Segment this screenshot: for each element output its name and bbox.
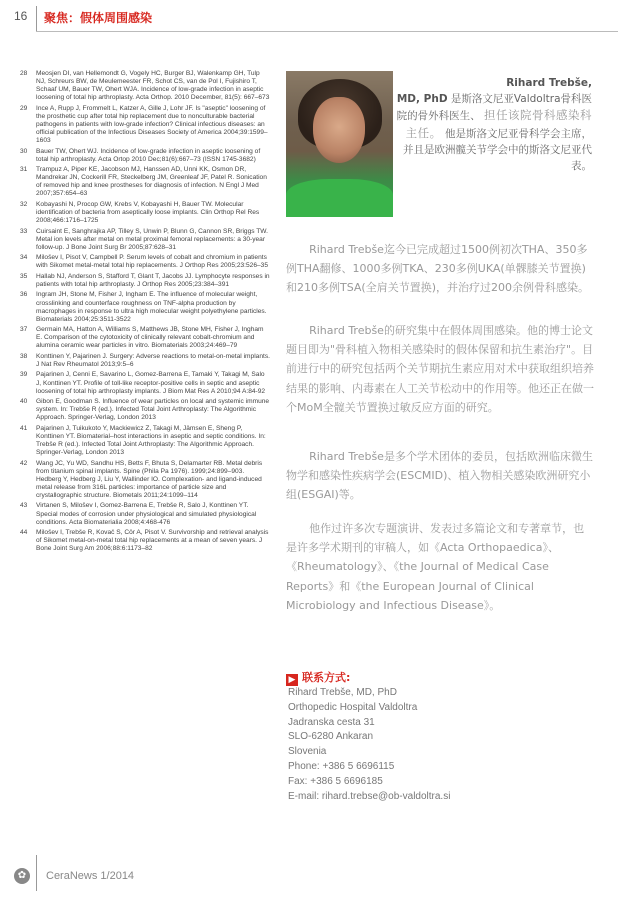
- footer-publication: CeraNews 1/2014: [46, 870, 135, 882]
- bio-paragraph-surgeries: Rihard Trebše迄今已完成超过1500例初次THA、350多例THA翻修、1000多例TKA、230多例UKA(单髁膝关节置换)和210多例TSA(全肩关节置换)，并治疗过200余例骨科感染。: [286, 243, 590, 295]
- section-title: 聚焦：假体周围感染: [44, 11, 153, 25]
- reference-item: [20, 70, 270, 102]
- reference-item: [20, 201, 270, 225]
- reference-item: [20, 460, 270, 500]
- arrow-right-icon: ▶: [286, 674, 298, 686]
- reference-number: 33: [20, 227, 28, 235]
- reference-number: 38: [20, 352, 28, 360]
- author-role: 担任该院骨科感染科主任。: [405, 108, 592, 140]
- header-rule: [36, 31, 618, 32]
- reference-item: [20, 148, 270, 164]
- author-intro-text: 是斯洛文尼亚Valdoltra骨科医院的骨外科医生、: [396, 93, 592, 123]
- reference-text: Meosjen DI, van Hellemondt G, Vogely HC, Burger BJ, Walenkamp GH, Tulp NJ, Schreurs BW, de Meulemeester FR, Schot CS, van de Pol I, Fujishiro T, Schaaf UM, Bauer TW, Ohert WJA. Incidence of low-grade infection in aseptic loosening of total hip arthroplasty. Acta Orthop. 2010 December, 81(5): 667–673: [36, 70, 270, 102]
- contact-phone: Phone: +386 5 6696115: [288, 760, 395, 772]
- reference-list: [20, 70, 270, 556]
- reference-item: [20, 254, 270, 270]
- contact-heading-text: 联系方式:: [302, 671, 351, 684]
- contact-details: [288, 686, 588, 804]
- reference-number: 35: [20, 272, 28, 280]
- reference-text: Virtanen S, Milošev I, Gomez-Barrena E, Trebše R, Salo J, Konttinen YT. Special modes of corrosion under physiological and simulated physiological conditions. Acta Biomaterialia 2008;4:468-476: [36, 502, 257, 526]
- reference-text: Hallab NJ, Anderson S, Stafford T, Glant T, Jacobs JJ. Lymphocyte responses in patients with total hip arthroplasty. J Orthop Res 2005;23:384–391: [36, 272, 270, 288]
- reference-item: [20, 291, 270, 323]
- reference-number: 37: [20, 326, 28, 334]
- reference-item: [20, 529, 270, 553]
- reference-number: 28: [20, 70, 28, 77]
- reference-item: [20, 105, 270, 145]
- bio-paragraph-societies: Rihard Trebše是多个学术团体的委员，包括欧洲临床微生物学和感染性疾病学会(ESCMID)、植入物相关感染欧洲研究小组(ESGAI)等。: [286, 450, 593, 502]
- contact-hospital: Orthopedic Hospital Valdoltra: [288, 701, 418, 713]
- reference-number: 43: [20, 502, 28, 510]
- contact-heading: [286, 669, 350, 686]
- reference-text: Germain MA, Hatton A, Williams S, Matthews JB, Stone MH, Fisher J, Ingham E. Comparison of the cytotoxicity of clinically relevant cobalt-chromium and alumina ceramic wear particles in vitro. Biomaterials 2003;24:469–79: [36, 326, 264, 350]
- author-intro-text-2: 他是斯洛文尼亚骨科学会主席，并且是欧洲髋关节学会中的斯洛文尼亚代表。: [403, 127, 592, 173]
- reference-number: 29: [20, 104, 28, 112]
- reference-number: 41: [20, 424, 28, 432]
- reference-text: Gibon E, Goodman S. Influence of wear particles on local and systemic immune system. In: Trebše R (ed.). Infected Total Joint Arthroplasty: The Algorithmic Approach. Springer-Verlag, London 2013: [36, 398, 270, 422]
- author-name: Rihard Trebše,: [506, 77, 592, 89]
- reference-number: 31: [20, 166, 28, 174]
- reference-text: Bauer TW, Ohert WJ. Incidence of low-grade infection in aseptic loosening of total hip arthroplasty. Acta Ortop 2010 Dec;81(6):667–73 (ISSN 1745-3682): [36, 147, 261, 163]
- reference-number: 40: [20, 398, 28, 406]
- reference-number: 34: [20, 254, 28, 262]
- contact-street: Jadranska cesta 31: [288, 716, 375, 728]
- author-intro: [396, 75, 592, 174]
- photo-face: [313, 97, 365, 163]
- reference-text: Kobayashi N, Procop GW, Krebs V, Kobayashi H, Bauer TW. Molecular identification of bacteria from aseptically loose implants. Clin Orthop Rel Res 2008;466:1716–1725: [36, 200, 260, 225]
- reference-text: Milošev I, Pisot V, Campbell P. Serum levels of cobalt and chromium in patients with Sikomet metal-metal total hip replacements. J Orthop Res 2005;23:526–35: [36, 254, 269, 270]
- reference-number: 42: [20, 459, 28, 467]
- reference-text: Trampuz A, Piper KE, Jacobson MJ, Hanssen AD, Unni KK, Osmon DR, Mandrekar JN, Cockerill FR, Steckelberg JM, Greenleaf JF, Patel R. Sonication of removed hip and knee prostheses for diagnosis of infection. N Engl J Med 2007;357:654–63: [36, 166, 267, 198]
- reference-text: Konttinen Y, Pajarinen J. Surgery: Adverse reactions to metal-on-metal implants. J Nat Rev Rheumatol 2013;9:5–6: [36, 352, 270, 368]
- reference-number: 44: [20, 529, 28, 537]
- reference-number: 32: [20, 200, 28, 208]
- author-degree: MD, PhD: [396, 93, 448, 106]
- reference-item: [20, 228, 270, 252]
- footer-divider: [36, 855, 37, 891]
- contact-country: Slovenia: [288, 746, 327, 758]
- reference-item: [20, 502, 270, 526]
- reference-text: Wang JC, Yu WD, Sandhu HS, Betts F, Bhuta S, Delamarter RB. Metal debris from titanium spinal implants. Spine (Phila Pa 1976). 1999;24:899–903. Hedberg Y, Hedberg J, Liu Y, Wallinder IO. Complexation- and ligand-induced metal release from 316L particles: importance of particle size and crystallographic structure. Biometals 2011;24:1099–114: [36, 459, 263, 499]
- reference-text: Cuirsaint E, Sanghrajka AP, Tilley S, Unwin P, Blunn G, Cannon SR, Briggs TW. Metal ion levels after metal on metal proximal femoral replacements: a 30-year follow-up. J Bone Joint Surg Br 2005;87:628–31: [36, 227, 268, 251]
- reference-item: [20, 425, 270, 457]
- photo-shirt: [286, 179, 393, 217]
- reference-item: [20, 326, 270, 350]
- reference-text: Ingram JH, Stone M, Fisher J, Ingham E. The influence of molecular weight, crosslinking and counterface roughness on TNF-alpha production by macrophages in response to ultra high molecular weight polyethylene particles. Biomaterials 2004;25:3511-3522: [36, 291, 267, 323]
- contact-email[interactable]: E-mail: rihard.trebse@ob-valdoltra.si: [288, 790, 451, 802]
- reference-item: [20, 166, 270, 198]
- contact-fax: Fax: +386 5 6696185: [288, 775, 383, 787]
- reference-item: [20, 353, 270, 369]
- reference-text: Ince A, Rupp J, Frommelt L, Katzer A, Gille J, Lohr JF. Is "aseptic" loosening of the prosthetic cup after total hip replacement due to nonculturable bacterial pathogens in patients with low-grade infection? Clinical infectious diseases: an official publication of the Infectious Diseases Society of America 2004;39:1599–1603: [36, 104, 268, 145]
- page-header: [0, 0, 618, 30]
- page-number: 16: [14, 9, 28, 23]
- bio-paragraph-research: Rihard Trebše的研究集中在假体周围感染。他的博士论文题目即为"骨科植入物相关感染时的假体保留和抗生素治疗"。目前进行中的研究包括两个关节期抗生素应用对术中获取组织培养结果的影响、内毒素在人工关节松动中的作用等。他还正在做一个MoM全髋关节置换过敏反应方面的研究。: [286, 324, 594, 414]
- reference-text: Pajarinen J, Tuikukoto Y, Mackiewicz Z, Takagi M, Jämsen E, Sheng P, Konttinen YT. Biomaterial–host interactions in aseptic and septic conditions. In: Trebše R (ed.). Infected Total Joint Arthroplasty: The Algorithmic Approach. Springer-Verlag, London 2013: [36, 424, 266, 457]
- reference-item: [20, 273, 270, 289]
- reference-number: 30: [20, 147, 28, 155]
- bio-paragraph-publications: 他作过许多次专题演讲、发表过多篇论文和专著章节，也是许多学术期刊的审稿人，如《Acta Orthopaedica》、《Rheumatology》、《the Journal of Medical Case Reports》和《the European Journal of Clinical Microbiology and Infectious Disease》。: [286, 522, 585, 612]
- reference-text: Milošev I, Trebše R, Kovač S, Cör A, Pisot V. Survivorship and retrieval analysis of Sikomet metal-on-metal total hip replacements at a mean of seven years. J Bone Joint Surg Am 2006;88:6:1173–82: [36, 529, 269, 553]
- reference-number: 36: [20, 291, 28, 299]
- ceramtec-logo-icon: ✿: [14, 868, 30, 884]
- header-divider: [36, 6, 37, 32]
- contact-name: Rihard Trebše, MD, PhD: [288, 687, 397, 698]
- contact-city: SLO-6280 Ankaran: [288, 731, 374, 743]
- reference-number: 39: [20, 371, 28, 379]
- reference-item: [20, 371, 270, 395]
- reference-text: Pajarinen J, Cenni E, Savarino L, Gomez-Barrena E, Tamaki Y, Takagi M, Salo J, Konttinen YT. Profile of toll-like receptor-positive cells in septic and aseptic loosening of total hip arthroplasty implants. J Biom Mat Res A 2010;94 A:84-92: [36, 371, 266, 395]
- author-photo: [286, 71, 393, 217]
- reference-item: [20, 398, 270, 422]
